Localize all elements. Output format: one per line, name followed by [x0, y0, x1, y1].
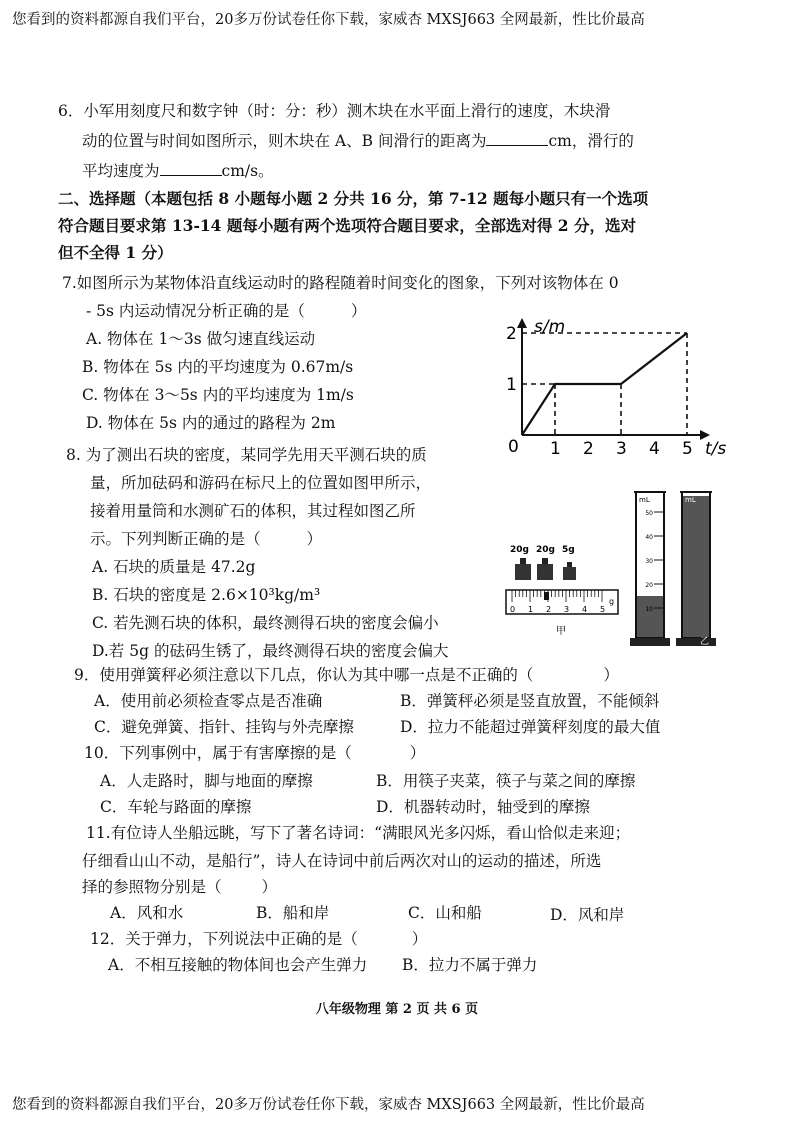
weight-label-1: 20g — [510, 545, 529, 555]
q8-option-c[interactable]: C. 若先测石块的体积，最终测得石块的密度会偏小 — [92, 614, 439, 632]
q10-option-b[interactable]: B．用筷子夹菜，筷子与菜之间的摩擦 — [376, 772, 636, 790]
q8-line3: 接着用量筒和水测矿石的体积，其过程如图乙所 — [90, 502, 416, 520]
section2-line1: 二、选择题（本题包括 8 小题每小题 2 分共 16 分，第 7-12 题每小题只有一个选项 — [58, 189, 649, 208]
q6-distance-blank[interactable] — [486, 131, 548, 146]
cylinder-mark-30: 30 — [645, 558, 653, 565]
q7-line2 — [86, 300, 366, 322]
q8-paren-close: ） — [306, 530, 323, 548]
q10-line1 — [84, 742, 425, 764]
q8-line2: 量，所加砝码和游码在标尺上的位置如图甲所示， — [90, 474, 432, 492]
q10-option-a[interactable]: A．人走路时，脚与地面的摩擦 — [100, 772, 313, 790]
q6-line2-text: 动的位置与时间如图所示，则木块在 A、B 间滑行的距离为 — [82, 132, 487, 150]
scale-4: 4 — [582, 605, 588, 614]
st-x-axis-label: t/s — [705, 439, 727, 459]
q8-option-a[interactable]: A. 石块的质量是 47.2g — [92, 558, 256, 576]
weight-20g-b — [537, 558, 553, 580]
q10-stem: 10．下列事例中，属于有害摩擦的是（ — [84, 744, 352, 762]
q11-option-b[interactable]: B．船和岸 — [256, 904, 330, 922]
figure-yi-caption: 乙 — [700, 637, 710, 647]
q10-paren-close: ） — [409, 744, 426, 762]
scale-unit: g — [609, 597, 615, 606]
weight-label-2: 20g — [536, 545, 555, 555]
q8-line4 — [90, 528, 322, 550]
scale-ticks — [512, 590, 602, 602]
scale-5: 5 — [600, 605, 606, 614]
balance-weights-figure — [500, 540, 624, 638]
rider — [544, 592, 549, 600]
st-x-tick-0: 0 — [508, 437, 519, 457]
q9-option-c[interactable]: C．避免弹簧、指针、挂钩与外壳摩擦 — [94, 718, 354, 736]
st-x-tick-3: 3 — [616, 439, 627, 459]
st-x-tick-4: 4 — [649, 439, 660, 459]
st-data-line — [522, 333, 687, 435]
scale-3: 3 — [564, 605, 570, 614]
section2-line3: 但不全得 1 分） — [58, 243, 173, 262]
q9-option-d[interactable]: D．拉力不能超过弹簧秤刻度的最大值 — [400, 718, 661, 736]
st-y-axis-label: s/m — [534, 317, 566, 337]
q11-stem: 择的参照物分别是（ — [82, 878, 222, 896]
q8-option-d[interactable]: D.若 5g 的砝码生锈了，最终测得石块的密度会偏大 — [92, 642, 449, 660]
q9-option-a[interactable]: A．使用前必须检查零点是否准确 — [94, 692, 323, 710]
q6-line2-unit: cm，滑行的 — [548, 132, 634, 150]
q12-line1 — [90, 928, 427, 950]
q9-line1 — [74, 664, 619, 686]
q6-line3-unit: cm/s。 — [221, 162, 274, 180]
cylinder-mark-50: 50 — [645, 510, 653, 517]
st-x-tick-2: 2 — [583, 439, 594, 459]
graduated-cylinders-figure — [626, 486, 726, 650]
st-ticks — [506, 324, 693, 459]
q6-line2 — [82, 130, 634, 152]
q8-option-b[interactable]: B. 石块的密度是 2.6×10³kg/m³ — [92, 586, 321, 604]
q11-line3 — [82, 876, 277, 898]
st-x-tick-1: 1 — [550, 439, 561, 459]
q7-option-d[interactable]: D. 物体在 5s 内的通过的路程为 2m — [86, 414, 336, 432]
q12-paren-close: ） — [411, 930, 428, 948]
st-graph — [500, 312, 750, 462]
q11-line2: 仔细看山山不动，是船行”，诗人在诗词中前后两次对山的运动的描述，所选 — [82, 852, 602, 870]
q7-paren-close: ） — [350, 302, 367, 320]
scale-1: 1 — [528, 605, 534, 614]
q11-option-a[interactable]: A．风和水 — [110, 904, 184, 922]
q7-option-c[interactable]: C. 物体在 3～5s 内的平均速度为 1m/s — [82, 386, 354, 404]
q6-line3-text: 平均速度为 — [82, 162, 160, 180]
cylinder-left — [630, 492, 670, 646]
cylinder-mark-10: 10 — [645, 606, 653, 613]
weight-label-3: 5g — [562, 545, 575, 555]
st-x-tick-5: 5 — [682, 439, 693, 459]
scale-2: 2 — [546, 605, 552, 614]
q9-paren-close: ） — [603, 666, 619, 684]
q12-stem: 12．关于弹力，下列说法中正确的是（ — [90, 930, 358, 948]
q8-line1: 8. 为了测出石块的密度，某同学先用天平测石块的质 — [66, 446, 427, 464]
weight-20g-a — [515, 558, 531, 580]
weight-5g — [563, 562, 576, 580]
q12-option-b[interactable]: B．拉力不属于弹力 — [402, 956, 538, 974]
q7-option-a[interactable]: A. 物体在 1～3s 做匀速直线运动 — [86, 330, 316, 348]
q10-option-d[interactable]: D．机器转动时，轴受到的摩擦 — [376, 798, 590, 816]
top-banner: 您看到的资料都源自我们平台，20多万份试卷任你下载，家威杏 MXSJ663 全网最新，性比价最高 — [12, 12, 645, 28]
bottom-banner: 您看到的资料都源自我们平台，20多万份试卷任你下载，家威杏 MXSJ663 全网最新，性比价最高 — [12, 1097, 645, 1113]
st-y-tick-1: 1 — [506, 375, 517, 395]
q8-stem: 示。下列判断正确的是（ — [90, 530, 261, 548]
q11-option-c[interactable]: C．山和船 — [408, 904, 482, 922]
page-footer: 八年级物理 第 2 页 共 6 页 — [315, 1002, 479, 1017]
cylinder-right-unit: mL — [685, 496, 696, 504]
cylinder-right — [676, 492, 716, 646]
cylinder-left-unit: mL — [639, 496, 650, 504]
q12-option-a[interactable]: A．不相互接触的物体间也会产生弹力 — [108, 956, 368, 974]
q6-line3 — [82, 160, 274, 182]
q7-line1: 7.如图所示为某物体沿直线运动时的路程随着时间变化的图象，下列对该物体在 0 — [62, 274, 619, 292]
section2-line2: 符合题目要求第 13-14 题每小题有两个选项符合题目要求，全部选对得 2 分，选对 — [58, 216, 636, 235]
cylinder-mark-40: 40 — [645, 534, 653, 541]
q11-line1: 11.有位诗人坐船远眺，写下了著名诗词：“满眼风光多闪烁，看山恰似走来迎； — [86, 824, 631, 842]
q7-option-b[interactable]: B. 物体在 5s 内的平均速度为 0.67m/s — [82, 358, 354, 376]
q6-line1: 6．小军用刻度尺和数字钟（时：分：秒）测木块在水平面上滑行的速度，木块滑 — [58, 102, 611, 120]
q10-option-c[interactable]: C．车轮与路面的摩擦 — [100, 798, 252, 816]
q9-option-b[interactable]: B．弹簧秤必须是竖直放置，不能倾斜 — [400, 692, 660, 710]
st-y-tick-2: 2 — [506, 324, 517, 344]
figure-jia-caption: 甲 — [556, 626, 566, 637]
q6-speed-blank[interactable] — [160, 161, 222, 176]
q11-paren-close: ） — [261, 878, 278, 896]
q11-option-d[interactable]: D．风和岸 — [550, 906, 625, 924]
q7-stem: - 5s 内运动情况分析正确的是（ — [86, 302, 305, 320]
q9-stem: 9．使用弹簧秤必须注意以下几点，你认为其中哪一点是不正确的（ — [74, 666, 534, 684]
scale-0: 0 — [510, 605, 516, 614]
cylinder-mark-20: 20 — [645, 582, 653, 589]
